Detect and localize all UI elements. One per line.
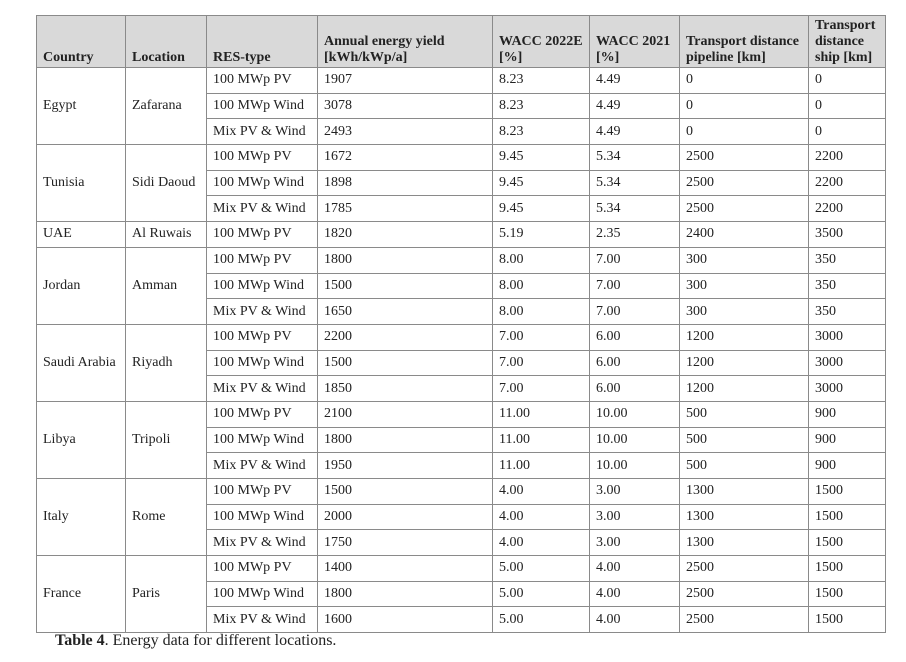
energy-yield-cell: 1672 <box>318 145 493 171</box>
ship-distance-cell: 3000 <box>809 350 886 376</box>
pipeline-distance-cell: 2400 <box>680 222 809 248</box>
pipeline-distance-cell: 0 <box>680 68 809 94</box>
table-row <box>37 556 886 582</box>
caption-label: Table 4 <box>55 632 105 649</box>
pipeline-distance-cell: 300 <box>680 273 809 299</box>
wacc-2021-cell: 10.00 <box>590 401 680 427</box>
wacc-2021-cell: 4.00 <box>590 556 680 582</box>
wacc-2021-cell: 7.00 <box>590 299 680 325</box>
header-wacc-2022e <box>493 16 590 68</box>
ship-distance-cell: 900 <box>809 401 886 427</box>
wacc-2021-cell: 6.00 <box>590 324 680 350</box>
energy-yield-cell: 3078 <box>318 93 493 119</box>
pipeline-distance-cell: 2500 <box>680 556 809 582</box>
country-cell: Jordan <box>37 247 126 324</box>
energy-yield-cell: 1800 <box>318 581 493 607</box>
energy-yield-cell: 1785 <box>318 196 493 222</box>
ship-distance-cell: 2200 <box>809 196 886 222</box>
wacc-2022e-cell: 8.00 <box>493 273 590 299</box>
energy-yield-cell: 1650 <box>318 299 493 325</box>
wacc-2022e-cell: 11.00 <box>493 401 590 427</box>
res-type-cell: 100 MWp Wind <box>207 581 318 607</box>
res-type-cell: 100 MWp Wind <box>207 350 318 376</box>
pipeline-distance-cell: 500 <box>680 427 809 453</box>
header-annual-energy-yield <box>318 16 493 68</box>
energy-yield-cell: 1600 <box>318 607 493 633</box>
wacc-2022e-cell: 7.00 <box>493 324 590 350</box>
pipeline-distance-cell: 2500 <box>680 581 809 607</box>
header-yield-line1: Annual energy yield <box>324 34 445 49</box>
location-cell: Amman <box>126 247 207 324</box>
energy-yield-cell: 1500 <box>318 350 493 376</box>
res-type-cell: 100 MWp PV <box>207 247 318 273</box>
energy-yield-cell: 1400 <box>318 556 493 582</box>
location-cell: Sidi Daoud <box>126 145 207 222</box>
wacc-2021-cell: 4.00 <box>590 607 680 633</box>
wacc-2022e-cell: 7.00 <box>493 376 590 402</box>
pipeline-distance-cell: 300 <box>680 247 809 273</box>
energy-yield-cell: 1500 <box>318 479 493 505</box>
ship-distance-cell: 2200 <box>809 145 886 171</box>
pipeline-distance-cell: 300 <box>680 299 809 325</box>
res-type-cell: 100 MWp PV <box>207 401 318 427</box>
header-ship-line1: Transport <box>815 18 876 33</box>
location-cell: Tripoli <box>126 401 207 478</box>
location-cell: Paris <box>126 556 207 633</box>
energy-yield-cell: 1800 <box>318 247 493 273</box>
wacc-2022e-cell: 5.19 <box>493 222 590 248</box>
ship-distance-cell: 350 <box>809 273 886 299</box>
country-cell: France <box>37 556 126 633</box>
wacc-2021-cell: 5.34 <box>590 145 680 171</box>
country-cell: Saudi Arabia <box>37 324 126 401</box>
res-type-cell: Mix PV & Wind <box>207 607 318 633</box>
wacc-2022e-cell: 4.00 <box>493 530 590 556</box>
wacc-2022e-cell: 9.45 <box>493 145 590 171</box>
header-country: Country <box>37 16 126 68</box>
header-yield-line2: [kWh/kWp/a] <box>324 50 408 65</box>
table-row <box>37 401 886 427</box>
res-type-cell: Mix PV & Wind <box>207 299 318 325</box>
location-cell: Rome <box>126 479 207 556</box>
res-type-cell: Mix PV & Wind <box>207 196 318 222</box>
res-type-cell: Mix PV & Wind <box>207 453 318 479</box>
wacc-2022e-cell: 5.00 <box>493 607 590 633</box>
ship-distance-cell: 3000 <box>809 376 886 402</box>
pipeline-distance-cell: 0 <box>680 93 809 119</box>
res-type-cell: 100 MWp PV <box>207 222 318 248</box>
wacc-2022e-cell: 8.00 <box>493 299 590 325</box>
energy-yield-cell: 1820 <box>318 222 493 248</box>
res-type-cell: Mix PV & Wind <box>207 376 318 402</box>
pipeline-distance-cell: 500 <box>680 401 809 427</box>
wacc-2021-cell: 7.00 <box>590 273 680 299</box>
header-ship-line3: ship [km] <box>815 50 873 65</box>
wacc-2022e-cell: 4.00 <box>493 479 590 505</box>
header-location: Location <box>126 16 207 68</box>
header-wacc2021-line1: WACC 2021 <box>596 34 671 49</box>
caption-text: . Energy data for different locations. <box>104 632 337 649</box>
table-row <box>37 247 886 273</box>
wacc-2021-cell: 2.35 <box>590 222 680 248</box>
header-wacc2022-line2: [%] <box>499 50 523 65</box>
wacc-2022e-cell: 8.00 <box>493 247 590 273</box>
wacc-2022e-cell: 5.00 <box>493 556 590 582</box>
ship-distance-cell: 3000 <box>809 324 886 350</box>
energy-yield-cell: 1850 <box>318 376 493 402</box>
energy-yield-cell: 1800 <box>318 427 493 453</box>
pipeline-distance-cell: 2500 <box>680 170 809 196</box>
wacc-2021-cell: 3.00 <box>590 479 680 505</box>
ship-distance-cell: 350 <box>809 247 886 273</box>
wacc-2022e-cell: 4.00 <box>493 504 590 530</box>
header-pipeline-line1: Transport distance <box>686 34 799 49</box>
wacc-2022e-cell: 8.23 <box>493 93 590 119</box>
ship-distance-cell: 1500 <box>809 479 886 505</box>
ship-distance-cell: 0 <box>809 68 886 94</box>
header-ship-line2: distance <box>815 34 864 49</box>
header-res-type: RES-type <box>207 16 318 68</box>
pipeline-distance-cell: 0 <box>680 119 809 145</box>
wacc-2021-cell: 4.00 <box>590 581 680 607</box>
res-type-cell: 100 MWp Wind <box>207 93 318 119</box>
location-cell: Riyadh <box>126 324 207 401</box>
res-type-cell: 100 MWp Wind <box>207 170 318 196</box>
res-type-cell: Mix PV & Wind <box>207 119 318 145</box>
pipeline-distance-cell: 1200 <box>680 376 809 402</box>
pipeline-distance-cell: 1300 <box>680 530 809 556</box>
header-wacc2022-line1: WACC 2022E <box>499 34 583 49</box>
header-transport-pipeline <box>680 16 809 68</box>
ship-distance-cell: 0 <box>809 119 886 145</box>
ship-distance-cell: 1500 <box>809 581 886 607</box>
table-row <box>37 68 886 94</box>
header-pipeline-line2: pipeline [km] <box>686 50 766 65</box>
ship-distance-cell: 3500 <box>809 222 886 248</box>
ship-distance-cell: 2200 <box>809 170 886 196</box>
wacc-2021-cell: 6.00 <box>590 350 680 376</box>
wacc-2021-cell: 5.34 <box>590 196 680 222</box>
header-wacc-2021 <box>590 16 680 68</box>
energy-data-table <box>36 15 886 633</box>
energy-yield-cell: 2000 <box>318 504 493 530</box>
header-row <box>37 16 886 68</box>
wacc-2021-cell: 4.49 <box>590 68 680 94</box>
header-wacc2021-line2: [%] <box>596 50 620 65</box>
pipeline-distance-cell: 1200 <box>680 324 809 350</box>
table-caption <box>55 632 336 650</box>
pipeline-distance-cell: 1300 <box>680 479 809 505</box>
ship-distance-cell: 0 <box>809 93 886 119</box>
res-type-cell: 100 MWp PV <box>207 324 318 350</box>
ship-distance-cell: 1500 <box>809 607 886 633</box>
country-cell: Egypt <box>37 68 126 145</box>
wacc-2022e-cell: 5.00 <box>493 581 590 607</box>
wacc-2021-cell: 10.00 <box>590 453 680 479</box>
ship-distance-cell: 1500 <box>809 530 886 556</box>
wacc-2022e-cell: 9.45 <box>493 196 590 222</box>
table-row <box>37 222 886 248</box>
pipeline-distance-cell: 2500 <box>680 196 809 222</box>
res-type-cell: 100 MWp Wind <box>207 427 318 453</box>
pipeline-distance-cell: 1200 <box>680 350 809 376</box>
wacc-2021-cell: 10.00 <box>590 427 680 453</box>
country-cell: Tunisia <box>37 145 126 222</box>
res-type-cell: 100 MWp Wind <box>207 504 318 530</box>
energy-yield-cell: 1950 <box>318 453 493 479</box>
wacc-2022e-cell: 11.00 <box>493 453 590 479</box>
ship-distance-cell: 350 <box>809 299 886 325</box>
energy-yield-cell: 1907 <box>318 68 493 94</box>
energy-yield-cell: 2493 <box>318 119 493 145</box>
location-cell: Al Ruwais <box>126 222 207 248</box>
wacc-2021-cell: 4.49 <box>590 93 680 119</box>
wacc-2022e-cell: 7.00 <box>493 350 590 376</box>
energy-yield-cell: 1898 <box>318 170 493 196</box>
res-type-cell: Mix PV & Wind <box>207 530 318 556</box>
pipeline-distance-cell: 500 <box>680 453 809 479</box>
res-type-cell: 100 MWp PV <box>207 145 318 171</box>
table-row <box>37 479 886 505</box>
wacc-2021-cell: 3.00 <box>590 530 680 556</box>
country-cell: Libya <box>37 401 126 478</box>
table-row <box>37 145 886 171</box>
wacc-2021-cell: 4.49 <box>590 119 680 145</box>
ship-distance-cell: 900 <box>809 453 886 479</box>
res-type-cell: 100 MWp PV <box>207 556 318 582</box>
pipeline-distance-cell: 2500 <box>680 145 809 171</box>
energy-yield-cell: 2100 <box>318 401 493 427</box>
country-cell: Italy <box>37 479 126 556</box>
res-type-cell: 100 MWp PV <box>207 479 318 505</box>
wacc-2021-cell: 3.00 <box>590 504 680 530</box>
wacc-2022e-cell: 8.23 <box>493 68 590 94</box>
table-row <box>37 324 886 350</box>
country-cell: UAE <box>37 222 126 248</box>
header-transport-ship <box>809 16 886 68</box>
ship-distance-cell: 1500 <box>809 504 886 530</box>
energy-yield-cell: 1500 <box>318 273 493 299</box>
pipeline-distance-cell: 1300 <box>680 504 809 530</box>
wacc-2022e-cell: 9.45 <box>493 170 590 196</box>
wacc-2021-cell: 5.34 <box>590 170 680 196</box>
ship-distance-cell: 900 <box>809 427 886 453</box>
wacc-2021-cell: 6.00 <box>590 376 680 402</box>
wacc-2021-cell: 7.00 <box>590 247 680 273</box>
wacc-2022e-cell: 8.23 <box>493 119 590 145</box>
energy-yield-cell: 2200 <box>318 324 493 350</box>
table-body <box>37 68 886 633</box>
table-header <box>37 16 886 68</box>
ship-distance-cell: 1500 <box>809 556 886 582</box>
location-cell: Zafarana <box>126 68 207 145</box>
res-type-cell: 100 MWp PV <box>207 68 318 94</box>
energy-yield-cell: 1750 <box>318 530 493 556</box>
res-type-cell: 100 MWp Wind <box>207 273 318 299</box>
wacc-2022e-cell: 11.00 <box>493 427 590 453</box>
pipeline-distance-cell: 2500 <box>680 607 809 633</box>
